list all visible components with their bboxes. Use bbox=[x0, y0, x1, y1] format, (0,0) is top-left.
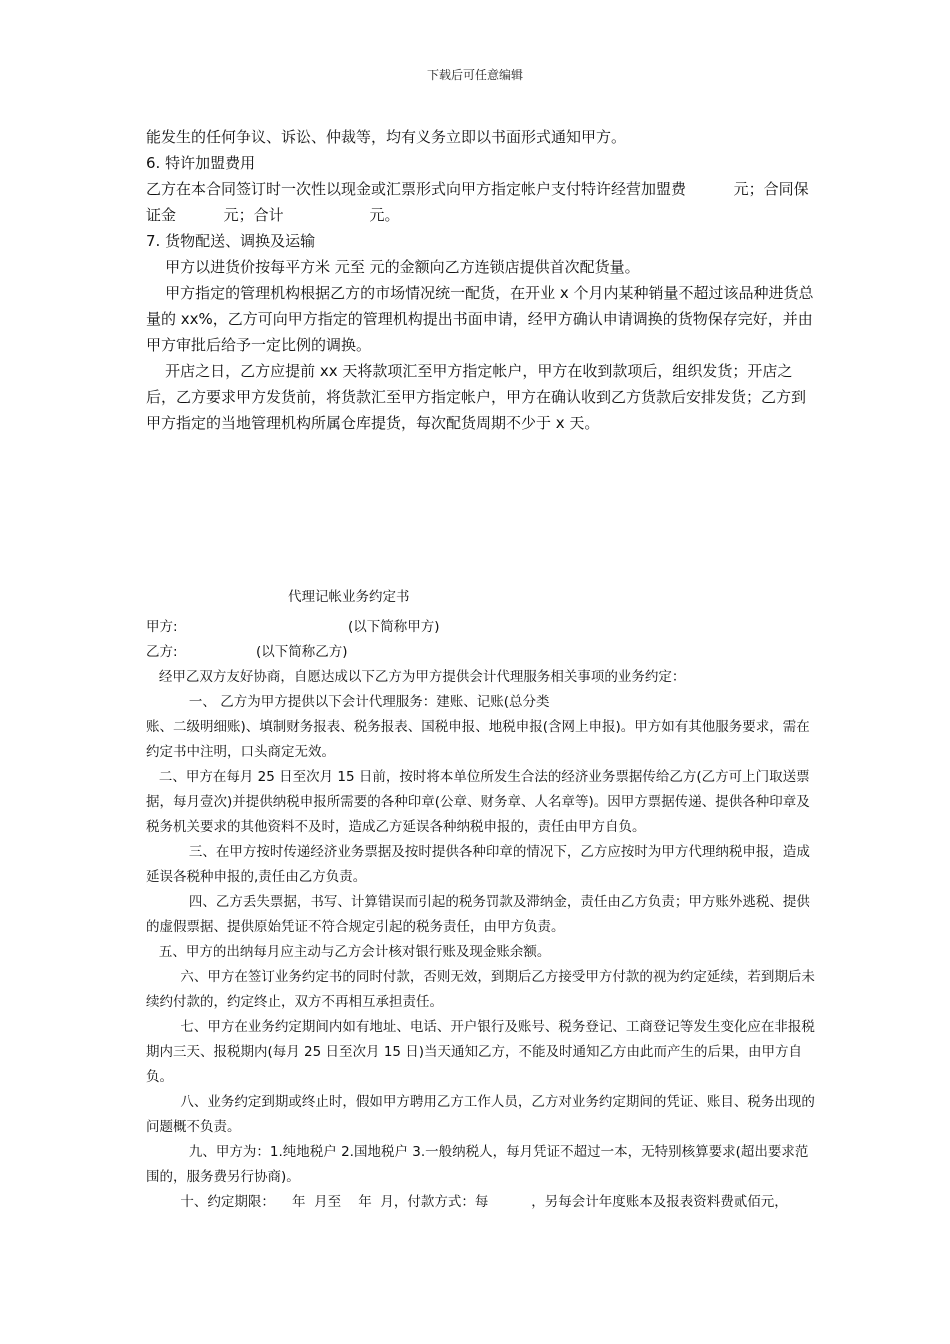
clause-5: 五、甲方的出纳每月应主动与乙方会计核对银行账及现金账余额。 bbox=[146, 944, 551, 960]
paragraph: 能发生的任何争议、诉讼、仲裁等，均有义务立即以书面形式通知甲方。 bbox=[146, 128, 627, 146]
clause-7: 七、甲方在业务约定期间内如有地址、电话、开户银行及账号、税务登记、工商登记等发生变化应在非报税期内三天、报税期内(每月 25 日至次月 15 日)当天通知乙方，不能及时通知乙方由此而产生的后果，由甲方自负。 bbox=[146, 1019, 815, 1085]
intro-paragraph: 经甲乙双方友好协商，自愿达成以下乙方为甲方提供会计代理服务相关事项的业务约定： bbox=[146, 669, 686, 685]
contract-section-franchise bbox=[146, 124, 816, 436]
agreement-body bbox=[146, 615, 818, 1215]
section-heading: 7. 货物配送、调换及运输 bbox=[146, 232, 316, 250]
clause-6: 六、甲方在签订业务约定书的同时付款，否则无效，到期后乙方接受甲方付款的视为约定延续，若到期后未续约付款的，约定终止，双方不再相互承担责任。 bbox=[146, 969, 815, 1010]
agreement-title: 代理记帐业务约定书 bbox=[288, 589, 410, 605]
clause-1-body: 账、二级明细账)、填制财务报表、税务报表、国税申报、地税申报(含网上申报)。甲方如有其他服务要求，需在约定书中注明，口头商定无效。 bbox=[146, 719, 810, 760]
paragraph: 开店之日，乙方应提前 xx 天将款项汇至甲方指定帐户，甲方在收到款项后，组织发货；开店之后，乙方要求甲方发货前，将货款汇至甲方指定帐户，甲方在确认收到乙方货款后安排发货；乙方到甲方指定的当地管理机构所属仓库提货，每次配货周期不少于 x 天。 bbox=[146, 362, 807, 432]
clause-4: 四、乙方丢失票据，书写、计算错误而引起的税务罚款及滞纳金，责任由乙方负责；甲方账外逃税、提供的虚假票据、提供原始凭证不符合规定引起的税务责任，由甲方负责。 bbox=[146, 894, 810, 935]
section-heading: 6. 特许加盟费用 bbox=[146, 154, 256, 172]
party-a-note: (以下简称甲方) bbox=[348, 619, 440, 635]
party-b-note: (以下简称乙方) bbox=[256, 644, 348, 660]
clause-9: 九、甲方为：1.纯地税户 2.国地税户 3.一般纳税人，每月凭证不超过一本，无特别核算要求(超出要求范围的，服务费另行协商)。 bbox=[146, 1144, 809, 1185]
party-a-label: 甲方: bbox=[146, 619, 178, 635]
party-a-row bbox=[146, 615, 818, 640]
paragraph: 乙方在本合同签订时一次性以现金或汇票形式向甲方指定帐户支付特许经营加盟费 元；合同保证金 元；合计 元。 bbox=[146, 180, 809, 224]
clause-2: 二、甲方在每月 25 日至次月 15 日前，按时将本单位所发生合法的经济业务票据传给乙方(乙方可上门取送票据，每月壹次)并提供纳税申报所需要的各种印章(公章、财务章、人名章等)。因甲方票据传递、提供各种印章及税务机关要求的其他资料不及时，造成乙方延误各种纳税申报的，责任由甲方自负。 bbox=[146, 769, 810, 835]
party-b-row bbox=[146, 640, 818, 665]
paragraph: 甲方以进货价按每平方米 元至 元的金额向乙方连锁店提供首次配货量。 bbox=[146, 258, 640, 276]
clause-1-line: 一、 乙方为甲方提供以下会计代理服务：建账、记账(总分类 bbox=[146, 694, 550, 710]
page-header: 下载后可任意编辑 bbox=[426, 68, 523, 82]
party-b-label: 乙方: bbox=[146, 644, 178, 660]
paragraph: 甲方指定的管理机构根据乙方的市场情况统一配货，在开业 x 个月内某种销量不超过该品种进货总量的 xx%，乙方可向甲方指定的管理机构提出书面申请，经甲方确认申请调换的货物保存完好，并由甲方审批后给予一定比例的调换。 bbox=[146, 284, 814, 354]
clause-8: 八、业务约定到期或终止时，假如甲方聘用乙方工作人员，乙方对业务约定期间的凭证、账目、税务出现的问题概不负责。 bbox=[146, 1094, 815, 1135]
clause-10: 十、约定期限： 年 月至 年 月，付款方式：每 ，另每会计年度账本及报表资料费贰佰元， bbox=[146, 1194, 788, 1210]
clause-3: 三、在甲方按时传递经济业务票据及按时提供各种印章的情况下，乙方应按时为甲方代理纳税申报，造成延误各税种申报的,责任由乙方负责。 bbox=[146, 844, 810, 885]
